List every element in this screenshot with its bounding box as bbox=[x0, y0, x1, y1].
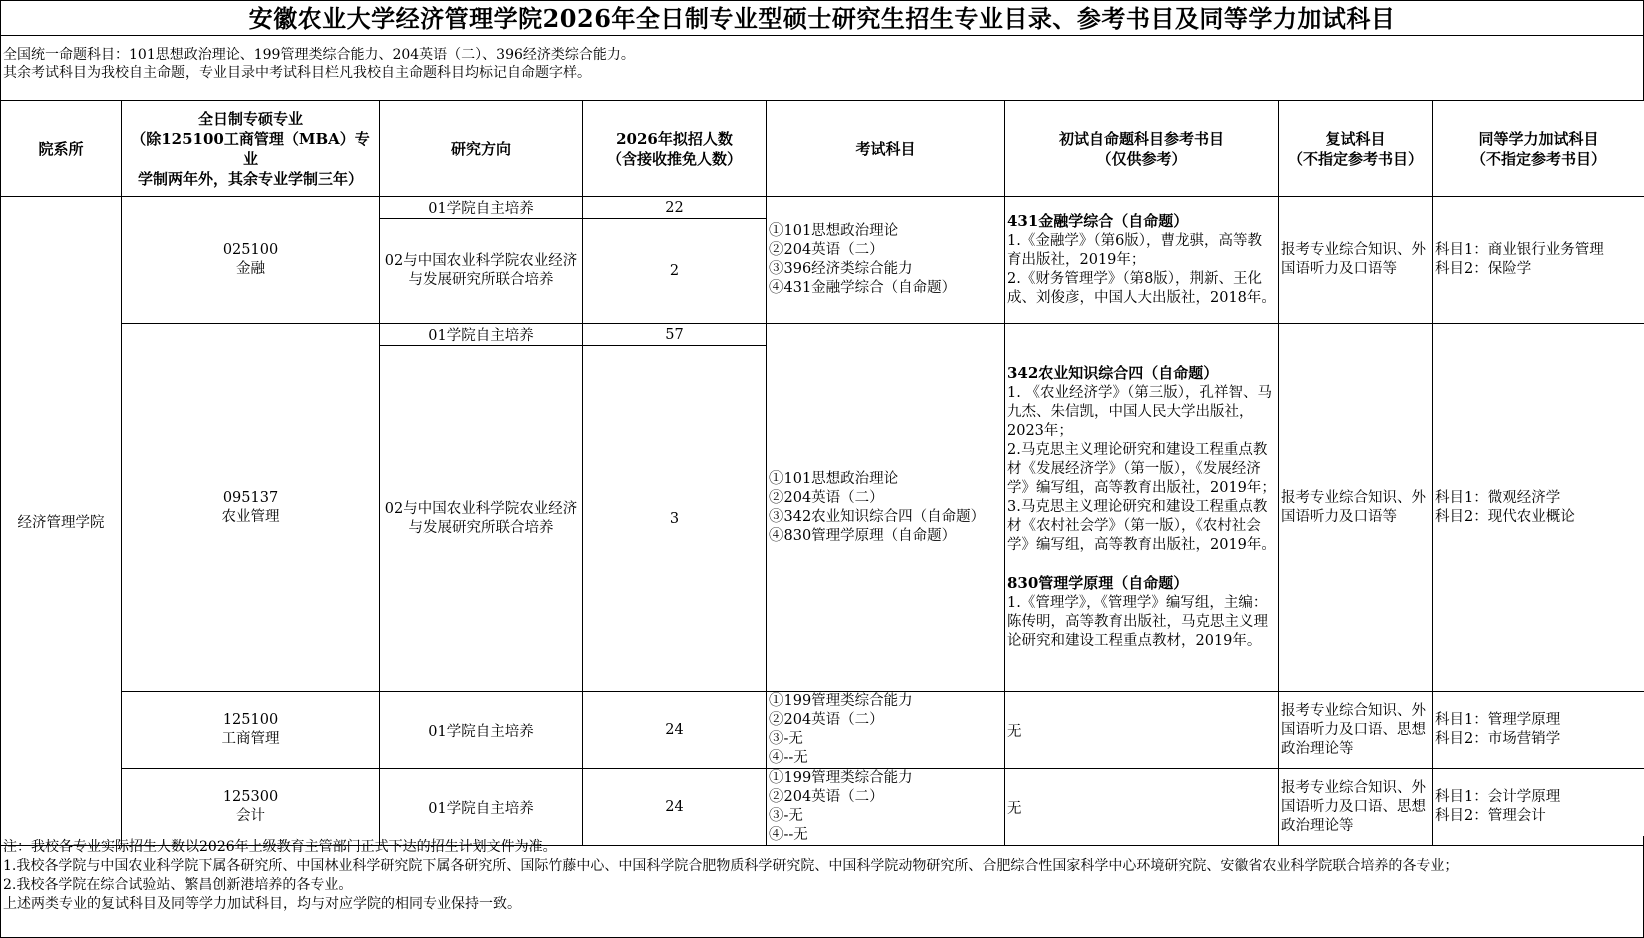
header-refbooks: 初试自命题科目参考书目 （仅供参考） bbox=[1005, 101, 1279, 197]
top-note-line: 其余考试科目为我校自主命题，专业目录中考试科目栏凡我校自主命题科目均标记自命题字样。 bbox=[3, 65, 591, 81]
major-cell: 125100 工商管理 bbox=[122, 692, 380, 769]
bottom-notes bbox=[0, 836, 1644, 938]
bottom-note-line: 注：我校各专业实际招生人数以2026年上级教育主管部门正式下达的招生计划文件为准。 bbox=[3, 839, 557, 855]
retest-cell: 报考专业综合知识、外国语听力及口语等 bbox=[1279, 197, 1433, 324]
header-dept: 院系所 bbox=[1, 101, 122, 197]
bottom-note-line: 上述两类专业的复试科目及同等学力加试科目，均与对应学院的相同专业保持一致。 bbox=[3, 896, 521, 912]
page-title: 安徽农业大学经济管理学院2026年全日制专业型硕士研究生招生专业目录、参考书目及同等学力加试科目 bbox=[0, 0, 1644, 36]
table-row bbox=[1, 197, 1644, 219]
extra-cell: 科目1：商业银行业务管理 科目2：保险学 bbox=[1433, 197, 1644, 324]
retest-cell: 报考专业综合知识、外国语听力及口语、思想政治理论等 bbox=[1279, 692, 1433, 769]
quota-cell: 22 bbox=[583, 197, 767, 219]
header-extra: 同等学力加试科目 （不指定参考书目） bbox=[1433, 101, 1644, 197]
header-retest: 复试科目 （不指定参考书目） bbox=[1279, 101, 1433, 197]
header-direction: 研究方向 bbox=[380, 101, 583, 197]
header-major: 全日制专硕专业 （除125100工商管理（MBA）专业 学制两年外，其余专业学制三年） bbox=[122, 101, 380, 197]
exam-cell: ①199管理类综合能力 ②204英语（二） ③-无 ④--无 bbox=[767, 769, 1005, 846]
refbooks-cell: 无 bbox=[1005, 692, 1279, 769]
extra-cell: 科目1：微观经济学 科目2：现代农业概论 bbox=[1433, 324, 1644, 692]
table-row bbox=[1, 769, 1644, 846]
quota-cell: 2 bbox=[583, 219, 767, 324]
quota-cell: 3 bbox=[583, 346, 767, 692]
retest-cell: 报考专业综合知识、外国语听力及口语等 bbox=[1279, 324, 1433, 692]
direction-cell: 01学院自主培养 bbox=[380, 197, 583, 219]
header-exam: 考试科目 bbox=[767, 101, 1005, 197]
direction-cell: 02与中国农业科学院农业经济与发展研究所联合培养 bbox=[380, 219, 583, 324]
table-row bbox=[1, 692, 1644, 769]
extra-cell: 科目1：管理学原理 科目2：市场营销学 bbox=[1433, 692, 1644, 769]
top-notes bbox=[0, 36, 1644, 100]
refbooks-cell: 无 bbox=[1005, 769, 1279, 846]
direction-cell: 01学院自主培养 bbox=[380, 692, 583, 769]
refbooks-cell: 431金融学综合（自命题） 1.《金融学》（第6版），曹龙骐，高等教育出版社，2019年； 2.《财务管理学》（第8版），荆新、王化成、刘俊彦，中国人大出版社，2018年。 bbox=[1005, 197, 1279, 324]
major-cell: 125300 会计 bbox=[122, 769, 380, 846]
bottom-note-line: 1.我校各学院与中国农业科学院下属各研究所、中国林业科学研究院下属各研究所、国际竹藤中心、中国科学院合肥物质科学研究院、中国科学院动物研究所、合肥综合性国家科学中心环境研究院、安徽省农业科学院联合培养的各专业； bbox=[3, 858, 1459, 874]
major-cell: 025100 金融 bbox=[122, 197, 380, 324]
bottom-note-line: 2.我校各学院在综合试验站、繁昌创新港培养的各专业。 bbox=[3, 877, 353, 893]
catalog-table bbox=[0, 100, 1644, 846]
direction-cell: 01学院自主培养 bbox=[380, 769, 583, 846]
refbooks-cell: 342农业知识综合四（自命题） 1. 《农业经济学》（第三版），孔祥智、马九杰、朱信凯，中国人民大学出版社，2023年； 2.马克思主义理论研究和建设工程重点教材《发展经济学》（第一版），《发展经济学》编写组，高等教育出版社，2019年； 3.马克思主义理论研究和建设工程重点教材《农村社会学》（第一版），《农村社会学》编写组，高等教育出版社，2019年。 830管理学原理（自命题） 1.《管理学》，《管理学》编写组，主编：陈传明，高等教育出版社，马克思主义理论研究和建设工程重点教材，2019年。 bbox=[1005, 324, 1279, 692]
major-cell: 095137 农业管理 bbox=[122, 324, 380, 692]
retest-cell: 报考专业综合知识、外国语听力及口语、思想政治理论等 bbox=[1279, 769, 1433, 846]
quota-cell: 24 bbox=[583, 692, 767, 769]
department-cell: 经济管理学院 bbox=[1, 197, 122, 846]
header-row bbox=[1, 101, 1644, 197]
direction-cell: 02与中国农业科学院农业经济与发展研究所联合培养 bbox=[380, 346, 583, 692]
extra-cell: 科目1：会计学原理 科目2：管理会计 bbox=[1433, 769, 1644, 846]
quota-cell: 57 bbox=[583, 324, 767, 346]
top-note-line: 全国统一命题科目：101思想政治理论、199管理类综合能力、204英语（二）、396经济类综合能力。 bbox=[3, 47, 635, 63]
exam-cell: ①199管理类综合能力 ②204英语（二） ③-无 ④--无 bbox=[767, 692, 1005, 769]
header-quota: 2026年拟招人数 （含接收推免人数） bbox=[583, 101, 767, 197]
table-row bbox=[1, 324, 1644, 346]
direction-cell: 01学院自主培养 bbox=[380, 324, 583, 346]
exam-cell: ①101思想政治理论 ②204英语（二） ③342农业知识综合四（自命题） ④830管理学原理（自命题） bbox=[767, 324, 1005, 692]
quota-cell: 24 bbox=[583, 769, 767, 846]
exam-cell: ①101思想政治理论 ②204英语（二） ③396经济类综合能力 ④431金融学综合（自命题） bbox=[767, 197, 1005, 324]
